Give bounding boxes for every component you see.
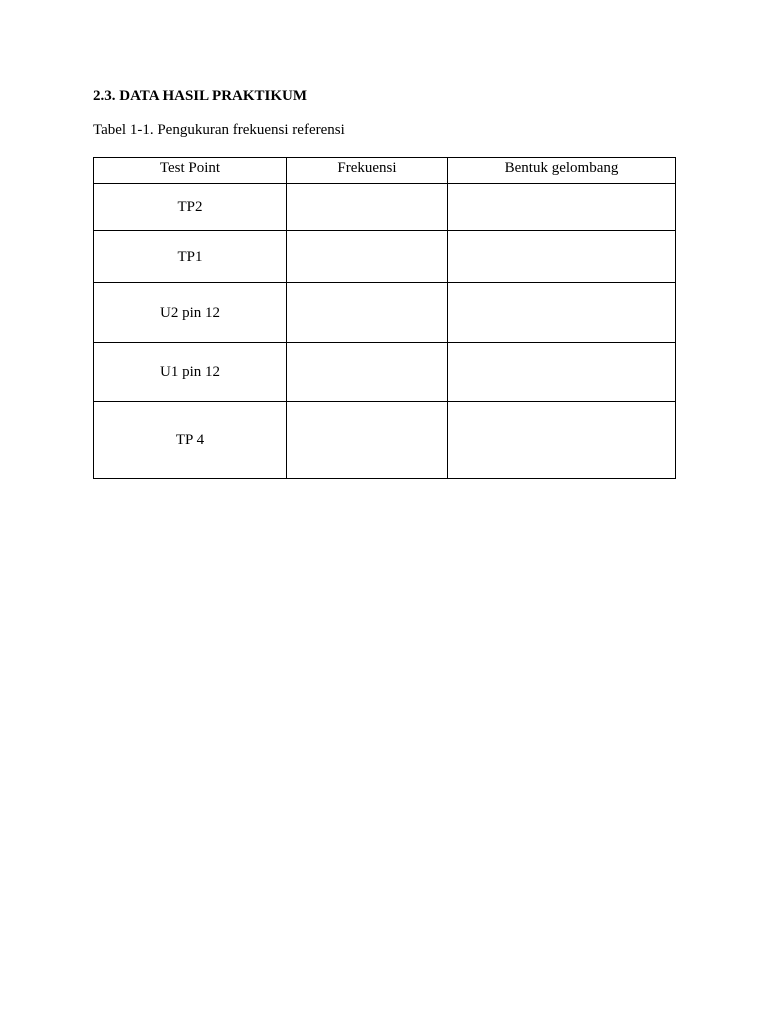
header-frekuensi: Frekuensi: [287, 158, 448, 184]
header-test-point: Test Point: [94, 158, 287, 184]
section-heading: 2.3. DATA HASIL PRAKTIKUM: [93, 88, 308, 104]
cell-bentuk-gelombang: [448, 343, 676, 402]
frequency-measurement-table: [93, 157, 676, 479]
table-header-row: [94, 158, 676, 184]
cell-bentuk-gelombang: [448, 283, 676, 343]
cell-test-point: U2 pin 12: [94, 283, 287, 343]
cell-frekuensi: [287, 402, 448, 479]
cell-bentuk-gelombang: [448, 231, 676, 283]
header-bentuk-gelombang: Bentuk gelombang: [448, 158, 676, 184]
cell-test-point: U1 pin 12: [94, 343, 287, 402]
cell-frekuensi: [287, 343, 448, 402]
cell-frekuensi: [287, 231, 448, 283]
cell-frekuensi: [287, 184, 448, 231]
cell-test-point: TP2: [94, 184, 287, 231]
table-caption: Tabel 1-1. Pengukuran frekuensi referensi: [93, 122, 345, 138]
table-row: [94, 184, 676, 231]
table-row: [94, 343, 676, 402]
cell-bentuk-gelombang: [448, 402, 676, 479]
cell-test-point: TP1: [94, 231, 287, 283]
cell-bentuk-gelombang: [448, 184, 676, 231]
cell-frekuensi: [287, 283, 448, 343]
table-row: [94, 231, 676, 283]
table-row: [94, 402, 676, 479]
cell-test-point: TP 4: [94, 402, 287, 479]
table-row: [94, 283, 676, 343]
